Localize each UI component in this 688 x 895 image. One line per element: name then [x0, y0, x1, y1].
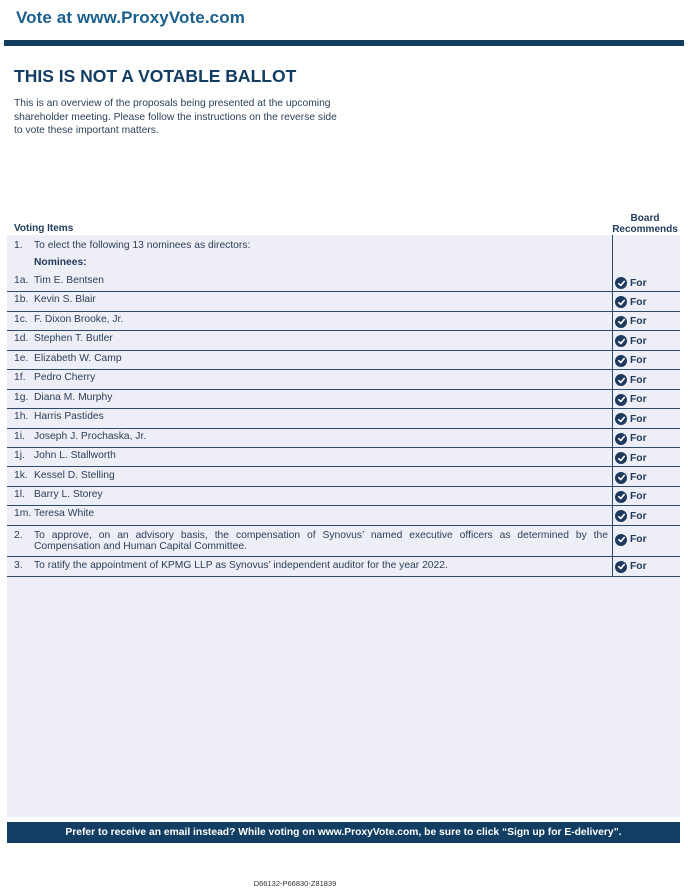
item-number: 1d. [14, 333, 29, 345]
board-header-line1: Board [630, 213, 660, 224]
nominee-name: Barry L. Storey [34, 488, 103, 500]
recommendation-label: For [630, 296, 647, 308]
item-number: 1i. [14, 430, 25, 442]
board-recommendation [615, 534, 647, 546]
board-recommendation [615, 433, 647, 445]
item-number: 1e. [14, 352, 29, 364]
nominee-name: Teresa White [34, 508, 95, 520]
nominee-name: Kessel D. Stelling [34, 469, 115, 481]
item-text: To ratify the appointment of KPMG LLP as Synovus’ independent auditor for the year 2022. [34, 559, 448, 571]
item-number: 3. [14, 559, 23, 571]
check-circle-icon [615, 335, 627, 347]
nominee-name: Elizabeth W. Camp [34, 352, 122, 364]
board-recommendation [615, 510, 647, 522]
item-number: 1a. [14, 275, 29, 286]
check-circle-icon [615, 394, 627, 406]
recommendation-label: For [630, 374, 647, 386]
nominee-row [7, 487, 680, 506]
item-number: 1. [14, 240, 23, 251]
nominee-name: Kevin S. Blair [34, 294, 96, 306]
item-number: 1l. [14, 488, 25, 500]
ballot-heading: THIS IS NOT A VOTABLE BALLOT [14, 66, 297, 86]
check-circle-icon [615, 534, 627, 546]
voting-items-header: Voting Items [14, 223, 74, 234]
recommendation-label: For [630, 472, 647, 483]
recommendation-label: For [630, 355, 647, 367]
board-recommends-header [612, 214, 678, 235]
nominee-name: John L. Stallworth [34, 450, 116, 462]
check-circle-icon [615, 296, 627, 308]
nominee-name: Pedro Cherry [34, 372, 96, 384]
proposal-row [7, 240, 680, 254]
nominee-row [7, 312, 680, 331]
nominee-row [7, 448, 680, 467]
nominee-name: Harris Pastides [34, 411, 104, 423]
recommendation-label: For [630, 335, 647, 347]
nominee-row [7, 351, 680, 370]
check-circle-icon [615, 452, 627, 464]
recommendation-label: For [630, 413, 647, 425]
item-number: 1g. [14, 391, 29, 403]
recommendation-label: For [630, 394, 647, 406]
item-text: To approve, on an advisory basis, the compensation of Synovus’ named executive officers as determined by the Compensation and Human Capital Committee. [34, 529, 608, 553]
item-number: 1h. [14, 411, 29, 423]
check-circle-icon [615, 472, 627, 484]
recommendation-label: For [630, 452, 647, 464]
header-title: Vote at www.ProxyVote.com [16, 8, 245, 27]
board-recommendation [615, 335, 647, 347]
recommendation-label: For [630, 316, 647, 328]
recommendation-label: For [630, 534, 647, 546]
nominee-name: F. Dixon Brooke, Jr. [34, 313, 124, 325]
board-recommendation [615, 413, 647, 425]
nominee-row [7, 390, 680, 409]
nominee-row [7, 429, 680, 448]
nominee-name: Tim E. Bentsen [34, 275, 105, 286]
check-circle-icon [615, 316, 627, 328]
check-circle-icon [615, 413, 627, 425]
recommendation-label: For [630, 510, 647, 522]
check-circle-icon [615, 433, 627, 445]
item-number: 1k. [14, 469, 28, 481]
recommendation-label: For [630, 433, 647, 445]
item-number: 1b. [14, 294, 29, 306]
check-circle-icon [615, 374, 627, 386]
board-recommendation [615, 561, 647, 573]
recommendation-label: For [630, 277, 647, 289]
check-circle-icon [615, 491, 627, 503]
intro-text: This is an overview of the proposals being presented at the upcoming shareholder meeting. Please follow the instructions on the reverse side to vote these important matters. [14, 98, 337, 136]
nominee-name: Diana M. Murphy [34, 391, 113, 403]
board-recommendation [615, 355, 647, 367]
header-rule [4, 40, 684, 46]
board-recommendation [615, 472, 647, 484]
check-circle-icon [615, 561, 627, 573]
nominee-row [7, 370, 680, 389]
recommendation-label: For [630, 491, 647, 503]
board-recommendation [615, 296, 647, 308]
nominee-row [7, 273, 680, 292]
board-header-line2: Recommends [612, 223, 678, 235]
board-recommendation [615, 374, 647, 386]
item-number: 1j. [14, 450, 25, 462]
edelivery-banner: Prefer to receive an email instead? While voting on www.ProxyVote.com, be sure to click “Sign up for E-delivery”. [7, 822, 680, 843]
document-code: D66132-P66830-Z81839 [253, 879, 337, 888]
nominee-row [7, 409, 680, 428]
check-circle-icon [615, 277, 627, 289]
nominee-row [7, 331, 680, 350]
item-number: 1f. [14, 372, 26, 384]
nominee-name: Joseph J. Prochaska, Jr. [34, 430, 147, 442]
nominee-row [7, 292, 680, 311]
board-recommendation [615, 316, 647, 328]
nominee-row [7, 468, 680, 487]
proposal-row [7, 526, 680, 557]
board-recommendation [615, 277, 647, 289]
nominee-row [7, 506, 680, 525]
proposal-row [7, 557, 680, 577]
recommendation-label: For [630, 561, 647, 573]
item-number: 2. [14, 529, 23, 541]
check-circle-icon [615, 355, 627, 367]
board-recommendation [615, 452, 647, 464]
nominees-label: Nominees: [34, 257, 87, 268]
item-text: To elect the following 13 nominees as directors: [34, 240, 251, 251]
item-number: 1m. [14, 508, 32, 520]
item-number: 1c. [14, 313, 28, 325]
nominees-label-row [7, 257, 680, 271]
board-recommendation [615, 394, 647, 406]
board-recommendation [615, 491, 647, 503]
nominee-name: Stephen T. Butler [34, 333, 113, 345]
check-circle-icon [615, 510, 627, 522]
